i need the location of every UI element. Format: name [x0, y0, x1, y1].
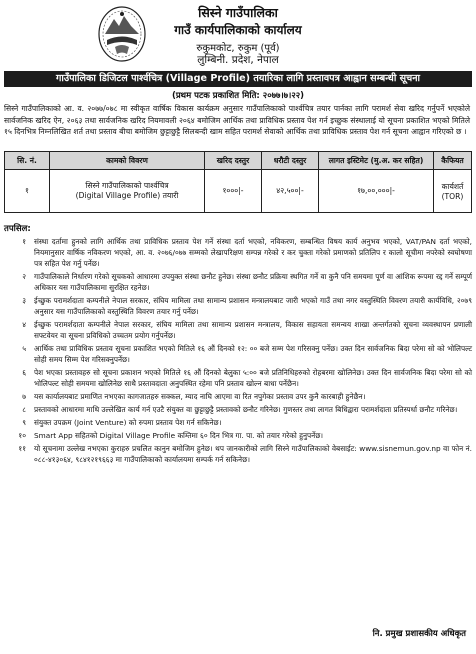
table-header-row — [5, 152, 472, 170]
col-estimate: लागत इस्टिमेट (मु.अ. कर सहित) — [319, 152, 434, 170]
list-item — [4, 417, 472, 428]
note-number: ३ — [22, 296, 26, 305]
list-item — [4, 295, 472, 317]
note-text: Smart App सहितको Digital Village Profile कम्तिमा ६० दिन भित्र गा. पा. को तयार गरेको हुनुपर्नेछ। — [34, 431, 324, 440]
cell-purchase-fee: १०००|- — [205, 170, 262, 213]
list-item — [4, 367, 472, 389]
notes-heading: तपसिल: — [4, 224, 31, 234]
description-line-1: सिस्ने गाउँपालिकाको पार्श्वचित्र — [85, 181, 169, 190]
note-number: २ — [22, 272, 26, 281]
note-text: यो सूचनामा उल्लेख नभएका कुराहरु प्रचलित कानुन बमोजिम हुनेछ। थप जानकारीको लागि सिस्ने गाउँपालिकाको वेबसाईट: www.sisnemun.gov.np वा फोन नं. ०८८-४१३०६४, ९८४१२१९६६३ मा गाउँपालिकाको कार्यालयमा सम्पर्क गर्न सकिनेछ। — [34, 444, 472, 464]
list-item — [4, 319, 472, 341]
note-number: ७ — [22, 392, 26, 401]
cell-estimate: १७,००,०००|- — [319, 170, 434, 213]
cell-serial: १ — [5, 170, 50, 213]
office-name: गाउँ कार्यपालिकाको कार्यालय — [174, 23, 302, 37]
remarks-line-2: (TOR) — [441, 191, 464, 201]
note-text: संस्था दर्तामा हुनको लागि आर्थिक तथा प्राविधिक प्रस्ताव पेश गर्ने संस्था दर्ता भएको, नविकरण, सम्बन्धित विषय कार्य अनुभव भएको, VAT/PAN दर्ता भएको, नियमानुसार वार्षिक नविकरण भएको, आ. व. २०७६/०७७ सम्मको लेखापरिक्षण सम्पन्न गरेको र कर चुक्ता गरेको प्रमाणको प्रतिलिप र कालो सूचीमा नपरेको स्वघोषणा पत्र सहित पेश गर्नु पर्नेछ। — [34, 237, 472, 268]
list-item — [4, 343, 472, 365]
note-number: ८ — [22, 405, 26, 414]
remarks-line-1: कार्यशर्त — [441, 181, 464, 191]
list-item — [4, 271, 472, 293]
publication-date: (प्रथम पटक प्रकाशित मिति: २०७७।७।२२) — [171, 91, 305, 101]
col-deposit-fee: धरौटी दस्तुर — [262, 152, 319, 170]
office-address: रुकुमकोट, रुकुम (पूर्व) — [196, 43, 280, 54]
notes-list — [4, 236, 472, 467]
table-row — [5, 170, 472, 213]
col-serial: सि. नं. — [5, 152, 50, 170]
note-text: यस कार्यालयबाट प्रमाणित नभएका कागजातहरु सक्कल, म्याद नाघि आएमा वा रित नपुगेका प्रस्ताव उपर कुनै कारबाही हुनेछैन। — [34, 392, 366, 401]
signatory-title: नि. प्रमुख प्रशासकीय अधिकृत — [372, 629, 466, 639]
note-text: प्रस्तावको आधारमा माथि उल्लेखित कार्य गर्न एउटै संयुक्त वा छुट्टाछुट्टै प्रस्तावको छनौट गरिनेछ। गुणस्तर तथा लागत बिधिद्वारा परामर्शदाता प्रतिस्पर्धा छनौट गरिनेछ। — [34, 405, 458, 414]
cell-remarks — [434, 170, 472, 213]
list-item — [4, 391, 472, 402]
note-number: ४ — [22, 320, 26, 329]
note-text: संयुक्त उपक्रम (Joint Venture) को रुपमा प्रस्ताव पेश गर्न सकिनेछ। — [34, 418, 222, 427]
note-number: ६ — [22, 368, 26, 377]
notice-title: गाउँपालिका डिजिटल पार्श्वचित्र (Village Profile) तयारिका लागि प्रस्तावपत्र आह्वान सम्बन्धी सूचना — [4, 71, 472, 87]
note-text: गाउँपालिकाले निर्धारण गरेको सूचकको आधारमा उपयुक्त संस्था छनौट हुनेछ। संस्था छनौट प्रक्रिया स्थगित गर्ने वा कुनै पनि समयमा पूर्ण वा आंशिक रूपमा रद्द गर्ने सम्पूर्ण अधिकार यस गाउँपालिकामा सुरक्षित रहनेछ। — [34, 272, 472, 292]
note-text: पेश भएका प्रस्तावहरु सो सूचना प्रकाशन भएको मितिले १६ औं दिनको बेलुका ५:०० बजे प्रतिनिधिहरुको रोहबरमा खोलिनेछ। उक्त दिन सार्वजनिक बिदा परेमा सो को भोलिपल्ट सोही समयमा खोलिनेछ साथै प्रस्तावदाता अनुपस्थित रहेमा पनि प्रस्ताव खोल्न बाधा पर्नेछैन। — [34, 368, 472, 388]
note-number: १ — [22, 237, 26, 246]
list-item — [4, 430, 472, 441]
cell-description — [50, 170, 205, 213]
list-item — [4, 404, 472, 415]
municipality-name: सिस्ने गाउँपालिका — [198, 5, 278, 20]
cell-deposit-fee: ४२,५००|- — [262, 170, 319, 213]
note-text: ईच्छुक परामर्शदाता कम्पनीले नेपाल सरकार, संघिय मामिला तथा सामान्य प्रशासन मन्त्रालयबाट जारी भएको गाउँ तथा नगर वस्तुस्थिति विवरण तयारी कार्यविधि, २०७९ अनुसार यस गाउँपालिकाको वस्तुस्थिति विवरण तयार गर्नु पर्नेछ। — [34, 296, 472, 316]
intro-paragraph: सिस्ने गाउँपालिकाको आ. व. २०७७/०७८ मा स्वीकृत वार्षिक विकास कार्यक्रम अनुसार गाउँपालिकाको पार्श्वचित्र तयार पार्नका लागि परामर्श सेवा खरिद गर्नुपर्ने भएकोले सार्वजनिक खरिद ऐन, २०६३ तथा सार्वजनिक खरिद नियमावली २०६४ बमोजिम आर्थिक तथा प्राविधिक प्रस्ताव पेश गर्न इच्छुक संस्थालाई यो सूचना प्रकाशित भएको मितिले १५ दिनभित्र निम्नलिखित शर्त तथा प्रस्ताव बीचा बमोजिम छुट्टाछुट्टै सिलबन्दी खाम सहित परामर्श सेवाको आर्थिक तथा प्राविधिक प्रस्ताव पेश गर्न सूचना आह्वान गरिएको छ । — [4, 104, 470, 136]
list-item — [4, 443, 472, 465]
col-description: कामको विवरण — [50, 152, 205, 170]
note-number: ९ — [22, 418, 26, 427]
note-number: १० — [18, 431, 26, 440]
col-purchase-fee: खरिद दस्तुर — [205, 152, 262, 170]
description-line-2: (Digital Village Profile) तयारी — [75, 191, 179, 200]
note-text: ईच्छुक परामर्शदाता कम्पनीले नेपाल सरकार, संघिय मामिला तथा सामान्य प्रशासन मन्त्रालय, विकास सहायता समन्वय शाखा अन्तर्गतको सूचना व्यवस्थापन प्रणाली सफ्टवेयर वा सूचना प्रविधिको उच्चतम प्रयोग गर्नुपर्नेछ। — [34, 320, 472, 340]
col-remarks: कैफियत — [434, 152, 472, 170]
note-text: आर्थिक तथा प्राविधिक प्रस्ताव सूचना प्रकाशित भएको मितिले १६ औं दिनको १२: ०० बजे सम्म पेश गरिसक्नु पर्नेछ। उक्त दिन सार्वजनिक बिदा परेमा सो को भोलिपल्ट सोही समय सिम्म पेश गरिसक्नुपर्नेछ। — [34, 344, 472, 364]
list-item — [4, 236, 472, 269]
cost-table — [4, 151, 472, 213]
note-number: ११ — [18, 444, 26, 453]
province-country: लुम्बिनी. प्रदेश, नेपाल — [197, 54, 279, 66]
note-number: ५ — [22, 344, 26, 353]
